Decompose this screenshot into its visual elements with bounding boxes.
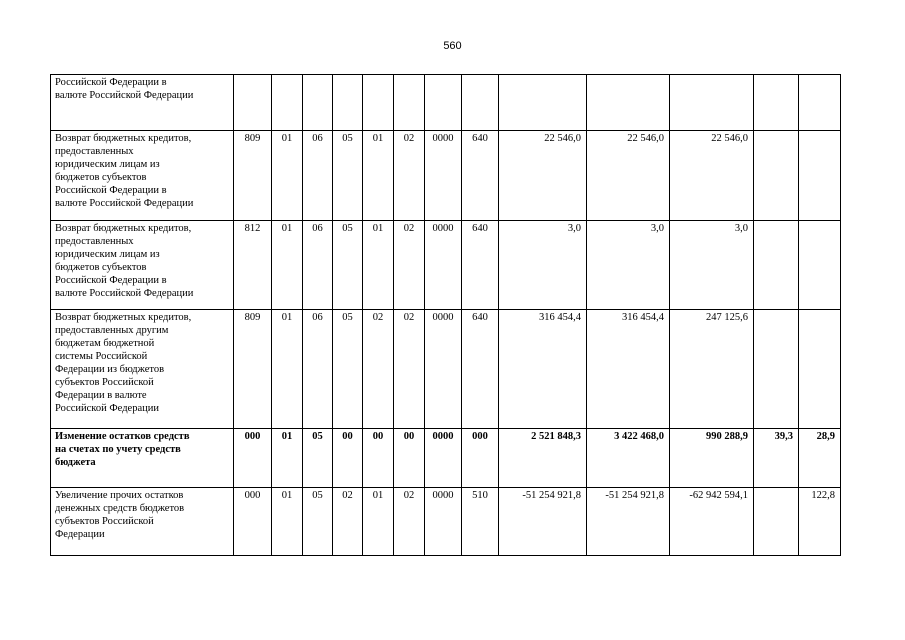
code-cell: 06: [303, 221, 333, 310]
code-cell: 05: [303, 429, 333, 488]
code-cell: 02: [394, 131, 425, 221]
code-cell: 01: [272, 221, 303, 310]
value-cell: -51 254 921,8: [499, 488, 587, 556]
row-name-cell: [51, 221, 234, 310]
code-cell: 000: [234, 429, 272, 488]
code-cell: 05: [333, 131, 363, 221]
value-cell: -51 254 921,8: [587, 488, 670, 556]
code-cell: 0000: [425, 429, 462, 488]
value-cell: 316 454,4: [499, 310, 587, 429]
value-cell: 3 422 468,0: [587, 429, 670, 488]
code-cell: 640: [462, 131, 499, 221]
row-name-cell: [51, 310, 234, 429]
row-name-line: Возврат бюджетных кредитов,: [55, 133, 192, 144]
code-cell: 0000: [425, 131, 462, 221]
value-cell: 316 454,4: [587, 310, 670, 429]
row-name-line: юридическим лицам из: [55, 249, 160, 260]
code-cell: [363, 75, 394, 131]
code-cell: 510: [462, 488, 499, 556]
value-cell: 247 125,6: [670, 310, 754, 429]
row-name-line: Возврат бюджетных кредитов,: [55, 223, 192, 234]
value-cell: 22 546,0: [587, 131, 670, 221]
code-cell: 01: [363, 488, 394, 556]
row-name-line: Федерации в валюте: [55, 390, 147, 401]
row-name-line: Увеличение прочих остатков: [55, 490, 184, 501]
value-cell: [799, 131, 841, 221]
table-row: [51, 429, 841, 488]
value-cell: 3,0: [587, 221, 670, 310]
table-row: [51, 131, 841, 221]
row-name-line: валюте Российской Федерации: [55, 288, 194, 299]
code-cell: 640: [462, 310, 499, 429]
code-cell: 01: [272, 488, 303, 556]
value-cell: 990 288,9: [670, 429, 754, 488]
value-cell: [799, 221, 841, 310]
value-cell: 3,0: [670, 221, 754, 310]
value-cell: 28,9: [799, 429, 841, 488]
code-cell: 0000: [425, 221, 462, 310]
value-cell: 39,3: [754, 429, 799, 488]
row-name-line: валюте Российской Федерации: [55, 198, 194, 209]
code-cell: 05: [303, 488, 333, 556]
row-name-line: валюте Российской Федерации: [55, 90, 194, 101]
row-name-line: Российской Федерации: [55, 403, 159, 414]
code-cell: 01: [363, 221, 394, 310]
code-cell: 00: [394, 429, 425, 488]
code-cell: 02: [394, 488, 425, 556]
row-name-cell: [51, 131, 234, 221]
code-cell: 812: [234, 221, 272, 310]
code-cell: 02: [333, 488, 363, 556]
budget-table: [50, 74, 841, 556]
value-cell: [670, 75, 754, 131]
code-cell: 02: [363, 310, 394, 429]
value-cell: 22 546,0: [670, 131, 754, 221]
value-cell: [754, 221, 799, 310]
code-cell: [272, 75, 303, 131]
table-row: [51, 221, 841, 310]
row-name-line: на счетах по учету средств: [55, 444, 181, 455]
row-name-line: Федерации: [55, 529, 105, 540]
code-cell: 00: [363, 429, 394, 488]
code-cell: [425, 75, 462, 131]
row-name-cell: [51, 75, 234, 131]
row-name-line: денежных средств бюджетов: [55, 503, 185, 514]
code-cell: 06: [303, 310, 333, 429]
value-cell: [754, 310, 799, 429]
row-name-line: юридическим лицам из: [55, 159, 160, 170]
table-row: [51, 75, 841, 131]
row-name-line: системы Российской: [55, 351, 148, 362]
code-cell: 06: [303, 131, 333, 221]
row-name-line: Возврат бюджетных кредитов,: [55, 312, 192, 323]
value-cell: -62 942 594,1: [670, 488, 754, 556]
row-name-line: Федерации из бюджетов: [55, 364, 165, 375]
code-cell: 05: [333, 221, 363, 310]
row-name-line: субъектов Российской: [55, 516, 154, 527]
value-cell: 2 521 848,3: [499, 429, 587, 488]
code-cell: [333, 75, 363, 131]
row-name-line: Российской Федерации в: [55, 185, 167, 196]
value-cell: [754, 131, 799, 221]
value-cell: [799, 310, 841, 429]
value-cell: [499, 75, 587, 131]
code-cell: 00: [333, 429, 363, 488]
code-cell: 01: [363, 131, 394, 221]
value-cell: [587, 75, 670, 131]
code-cell: 01: [272, 429, 303, 488]
value-cell: [754, 488, 799, 556]
row-name-cell: [51, 429, 234, 488]
row-name-line: субъектов Российской: [55, 377, 154, 388]
value-cell: [799, 75, 841, 131]
row-name-line: бюджета: [55, 457, 96, 468]
row-name-line: предоставленных: [55, 146, 134, 157]
row-name-line: предоставленных: [55, 236, 134, 247]
code-cell: [303, 75, 333, 131]
value-cell: 3,0: [499, 221, 587, 310]
code-cell: 000: [234, 488, 272, 556]
code-cell: [394, 75, 425, 131]
table-row: [51, 310, 841, 429]
row-name-line: Российской Федерации в: [55, 275, 167, 286]
value-cell: 122,8: [799, 488, 841, 556]
code-cell: 01: [272, 310, 303, 429]
table-row: [51, 488, 841, 556]
row-name-line: бюджетов субъектов: [55, 262, 147, 273]
code-cell: 02: [394, 310, 425, 429]
code-cell: 05: [333, 310, 363, 429]
row-name-line: предоставленных другим: [55, 325, 169, 336]
code-cell: [234, 75, 272, 131]
code-cell: [462, 75, 499, 131]
row-name-cell: [51, 488, 234, 556]
code-cell: 809: [234, 310, 272, 429]
code-cell: 01: [272, 131, 303, 221]
code-cell: 000: [462, 429, 499, 488]
code-cell: 809: [234, 131, 272, 221]
code-cell: 640: [462, 221, 499, 310]
code-cell: 02: [394, 221, 425, 310]
code-cell: 0000: [425, 488, 462, 556]
row-name-line: бюджетов субъектов: [55, 172, 147, 183]
row-name-line: бюджетам бюджетной: [55, 338, 155, 349]
row-name-line: Российской Федерации в: [55, 77, 167, 88]
row-name-line: Изменение остатков средств: [55, 431, 190, 442]
value-cell: 22 546,0: [499, 131, 587, 221]
value-cell: [754, 75, 799, 131]
code-cell: 0000: [425, 310, 462, 429]
page-number: 560: [443, 40, 462, 52]
